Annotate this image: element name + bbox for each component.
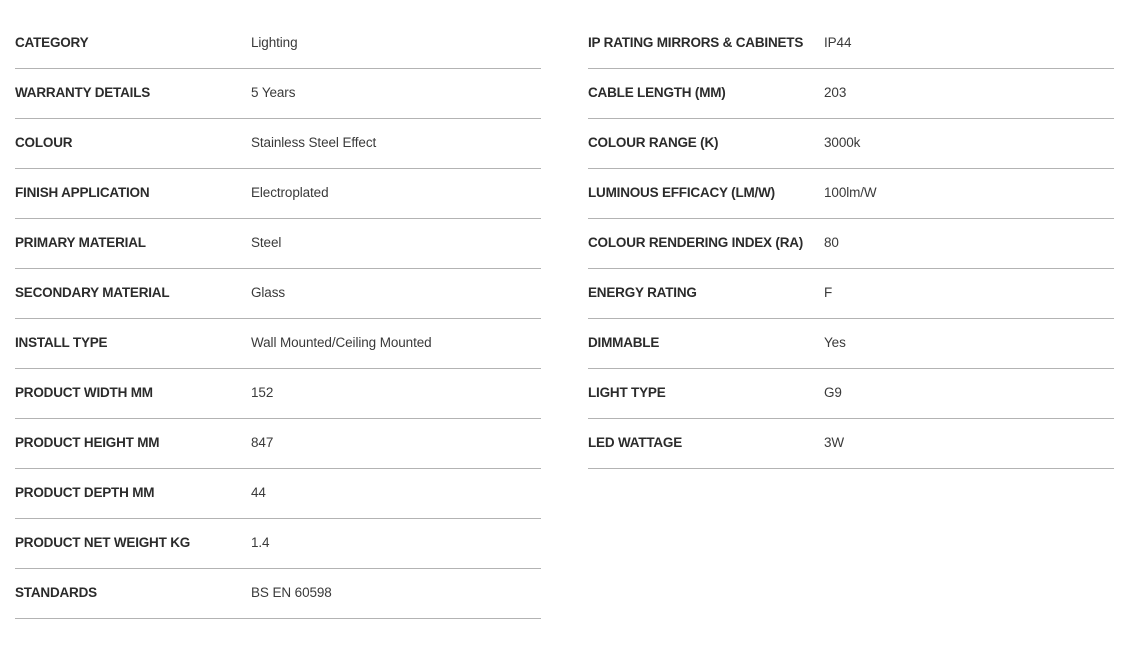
spec-value: Stainless Steel Effect	[251, 135, 377, 150]
spec-row-cable-length	[588, 69, 1114, 119]
spec-row-category	[15, 19, 541, 69]
spec-label: PRIMARY MATERIAL	[15, 235, 146, 250]
spec-value: Steel	[251, 235, 282, 250]
spec-label: SECONDARY MATERIAL	[15, 285, 170, 300]
spec-value: 3000k	[824, 135, 861, 150]
spec-label: DIMMABLE	[588, 335, 660, 350]
spec-row-colour	[15, 119, 541, 169]
spec-label: LIGHT TYPE	[588, 385, 666, 400]
spec-label: FINISH APPLICATION	[15, 185, 150, 200]
spec-label: PRODUCT NET WEIGHT KG	[15, 535, 191, 550]
spec-row-led-wattage	[588, 419, 1114, 469]
spec-row-colour-range	[588, 119, 1114, 169]
spec-label: PRODUCT HEIGHT MM	[15, 435, 160, 450]
spec-value: Glass	[251, 285, 286, 300]
spec-label: COLOUR RENDERING INDEX (RA)	[588, 235, 804, 250]
spec-value: F	[824, 285, 833, 300]
spec-label: INSTALL TYPE	[15, 335, 108, 350]
spec-value: 100lm/W	[824, 185, 877, 200]
spec-label: ENERGY RATING	[588, 285, 697, 300]
spec-label: COLOUR	[15, 135, 73, 150]
spec-value: 44	[251, 485, 266, 500]
spec-label: STANDARDS	[15, 585, 97, 600]
spec-label: COLOUR RANGE (K)	[588, 135, 719, 150]
spec-label: CABLE LENGTH (MM)	[588, 85, 726, 100]
spec-row-secondary-material	[15, 269, 541, 319]
spec-value: BS EN 60598	[251, 585, 332, 600]
spec-row-standards	[15, 569, 541, 619]
spec-value: IP44	[824, 35, 852, 50]
spec-value: 847	[251, 435, 274, 450]
spec-row-install-type	[15, 319, 541, 369]
spec-value: Electroplated	[251, 185, 329, 200]
spec-label: CATEGORY	[15, 35, 89, 50]
spec-row-light-type	[588, 369, 1114, 419]
spec-value: G9	[824, 385, 842, 400]
spec-value: 203	[824, 85, 847, 100]
spec-row-energy-rating	[588, 269, 1114, 319]
spec-value: 152	[251, 385, 274, 400]
spec-row-colour-rendering-index	[588, 219, 1114, 269]
spec-row-product-net-weight	[15, 519, 541, 569]
spec-label: WARRANTY DETAILS	[15, 85, 151, 100]
spec-label: IP RATING MIRRORS & CABINETS	[588, 35, 804, 50]
spec-value: Yes	[824, 335, 846, 350]
spec-row-luminous-efficacy	[588, 169, 1114, 219]
spec-row-product-height	[15, 419, 541, 469]
spec-row-warranty-details	[15, 69, 541, 119]
spec-label: LED WATTAGE	[588, 435, 683, 450]
spec-row-product-depth	[15, 469, 541, 519]
spec-label: PRODUCT WIDTH MM	[15, 385, 153, 400]
spec-row-primary-material	[15, 219, 541, 269]
spec-table-left	[15, 19, 541, 619]
spec-value: Wall Mounted/Ceiling Mounted	[251, 335, 432, 350]
spec-value: 5 Years	[251, 85, 296, 100]
spec-row-dimmable	[588, 319, 1114, 369]
spec-value: 80	[824, 235, 839, 250]
spec-value: Lighting	[251, 35, 298, 50]
spec-row-product-width	[15, 369, 541, 419]
spec-value: 3W	[824, 435, 845, 450]
spec-label: PRODUCT DEPTH MM	[15, 485, 155, 500]
spec-table-right	[588, 19, 1114, 469]
spec-value: 1.4	[251, 535, 270, 550]
spec-label: LUMINOUS EFFICACY (LM/W)	[588, 185, 775, 200]
spec-row-ip-rating	[588, 19, 1114, 69]
spec-row-finish-application	[15, 169, 541, 219]
